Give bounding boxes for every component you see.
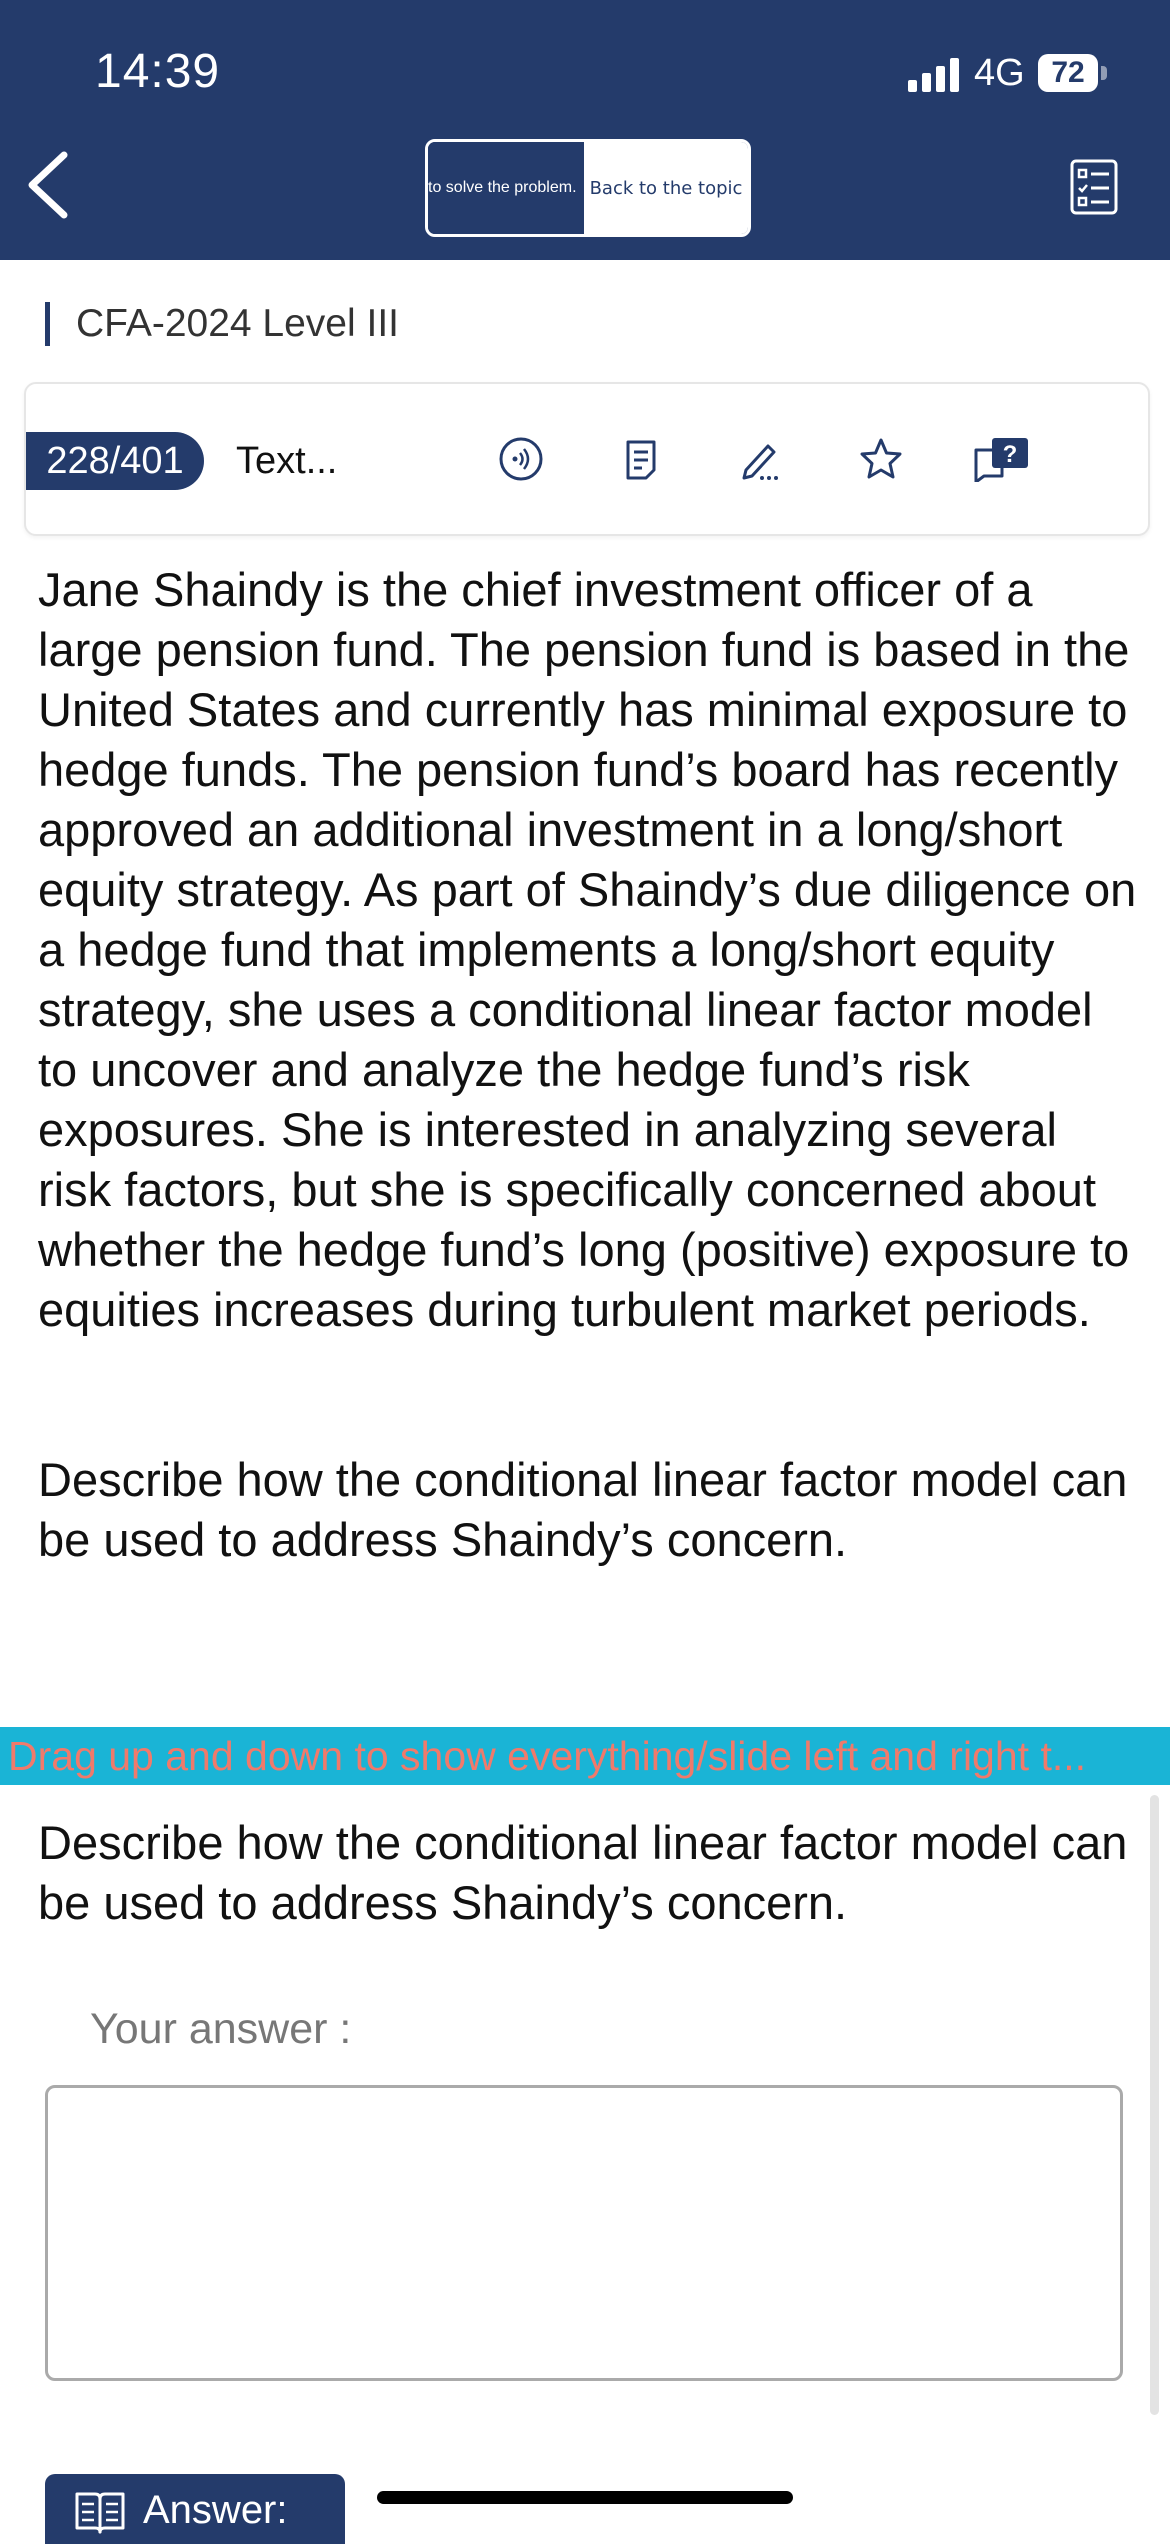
back-button[interactable] bbox=[20, 145, 80, 225]
notes-icon[interactable] bbox=[618, 436, 664, 482]
checklist-icon[interactable] bbox=[1069, 158, 1119, 216]
help-icon[interactable] bbox=[972, 436, 1032, 482]
answer-button-label: Answer: bbox=[143, 2488, 288, 2532]
chevron-left-icon bbox=[20, 145, 80, 225]
answer-pane-scrollbar[interactable] bbox=[1150, 1795, 1159, 2415]
question-toolbar bbox=[24, 382, 1150, 536]
back-to-topic-tab[interactable]: Back to the topic bbox=[584, 142, 748, 234]
show-answer-button[interactable] bbox=[45, 2474, 345, 2544]
mode-segmented-control[interactable] bbox=[425, 139, 751, 237]
subject-title: CFA-2024 Level III bbox=[45, 302, 399, 346]
battery-cap bbox=[1101, 66, 1107, 80]
answer-pane-prompt: Describe how the conditional linear factor model can be used to address Shaindy’s concern. bbox=[38, 1816, 1128, 1929]
edit-icon[interactable] bbox=[738, 436, 784, 482]
book-icon bbox=[73, 2488, 127, 2536]
question-type: Text... bbox=[236, 440, 338, 482]
signal-icon bbox=[908, 58, 960, 92]
status-time: 14:39 bbox=[95, 45, 221, 98]
your-answer-label: Your answer : bbox=[90, 2005, 352, 2053]
battery-icon: 72 bbox=[1038, 54, 1098, 92]
solve-problem-tab[interactable]: to solve the problem. bbox=[428, 142, 584, 234]
question-prompt: Describe how the conditional linear factor model can be used to address Shaindy’s concern. bbox=[38, 1453, 1128, 1566]
network-type: 4G bbox=[974, 52, 1025, 94]
audio-icon[interactable] bbox=[498, 436, 544, 482]
svg-text:?: ? bbox=[1002, 441, 1018, 468]
star-icon[interactable] bbox=[858, 436, 904, 482]
question-body: Jane Shaindy is the chief investment officer of a large pension fund. The pension fund is based in the United States and currently has minimal exposure to hedge funds. The pension fund’s board has recently approved an additional investment in a long/short equity strategy. As part of Shaindy’s due diligence on a hedge fund that implements a long/short equity strategy, she uses a conditional linear factor model to uncover and analyze the hedge fund’s risk exposures. She is interested in analyzing several risk factors, but she is specifically concerned about whether the hedge fund’s long (positive) exposure to equities increases during turbulent market periods. bbox=[38, 563, 1137, 1336]
answer-input[interactable] bbox=[45, 2085, 1123, 2381]
home-indicator[interactable] bbox=[377, 2491, 793, 2504]
question-counter[interactable]: 228/401 bbox=[26, 432, 204, 490]
drag-handle-banner[interactable]: Drag up and down to show everything/slide left and right t... bbox=[0, 1727, 1170, 1785]
header-bar bbox=[0, 0, 1170, 260]
